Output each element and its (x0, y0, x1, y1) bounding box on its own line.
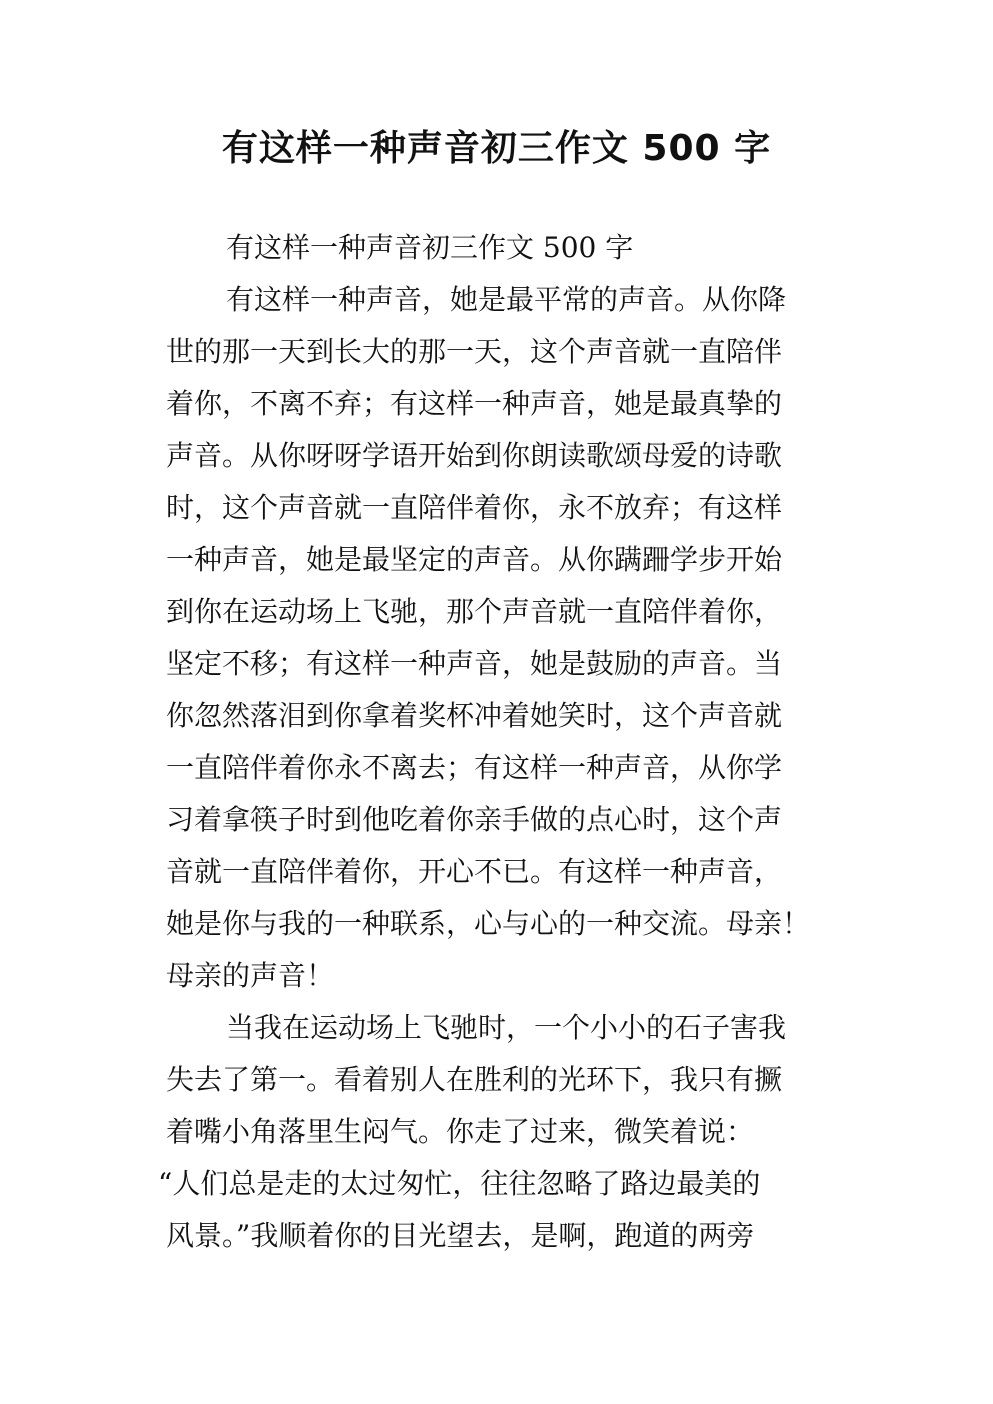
text-line: 她是你与我的一种联系，心与心的一种交流。母亲！ (166, 907, 811, 940)
text-line: 有这样一种声音，她是最平常的声音。从你降 (226, 283, 787, 316)
document-title: 有这样一种声音初三作文 500 字 (221, 128, 772, 169)
text-line: 声音。从你呀呀学语开始到你朗读歌颂母爱的诗歌 (166, 439, 783, 472)
text-line: 有这样一种声音初三作文 500 字 (226, 231, 634, 264)
text-line: 音就一直陪伴着你，开心不已。有这样一种声音， (166, 855, 783, 888)
text-line: 你忽然落泪到你拿着奖杯冲着她笑时，这个声音就 (166, 699, 783, 732)
text-line: 习着拿筷子时到他吃着你亲手做的点心时，这个声 (166, 803, 783, 836)
text-line: 风景。”我顺着你的目光望去，是啊，跑道的两旁 (166, 1219, 755, 1252)
text-line: 着你，不离不弃；有这样一种声音，她是最真挚的 (166, 387, 783, 420)
text-line: 失去了第一。看着别人在胜利的光环下，我只有撅 (166, 1063, 783, 1096)
text-line: “人们总是走的太过匆忙，往往忽略了路边最美的 (158, 1167, 761, 1200)
text-line: 母亲的声音！ (166, 959, 335, 992)
text-line: 当我在运动场上飞驰时，一个小小的石子害我 (226, 1011, 787, 1044)
text-line: 世的那一天到长大的那一天，这个声音就一直陪伴 (166, 335, 783, 368)
text-line: 时，这个声音就一直陪伴着你，永不放弃；有这样 (166, 491, 783, 524)
text-line: 着嘴小角落里生闷气。你走了过来，微笑着说： (166, 1115, 755, 1148)
document-body (158, 222, 831, 1262)
text-line: 一种声音，她是最坚定的声音。从你蹒跚学步开始 (166, 543, 783, 576)
text-line: 坚定不移；有这样一种声音，她是鼓励的声音。当 (166, 647, 783, 680)
text-line: 一直陪伴着你永不离去；有这样一种声音，从你学 (166, 751, 783, 784)
text-line: 到你在运动场上飞驰，那个声音就一直陪伴着你， (166, 595, 783, 628)
